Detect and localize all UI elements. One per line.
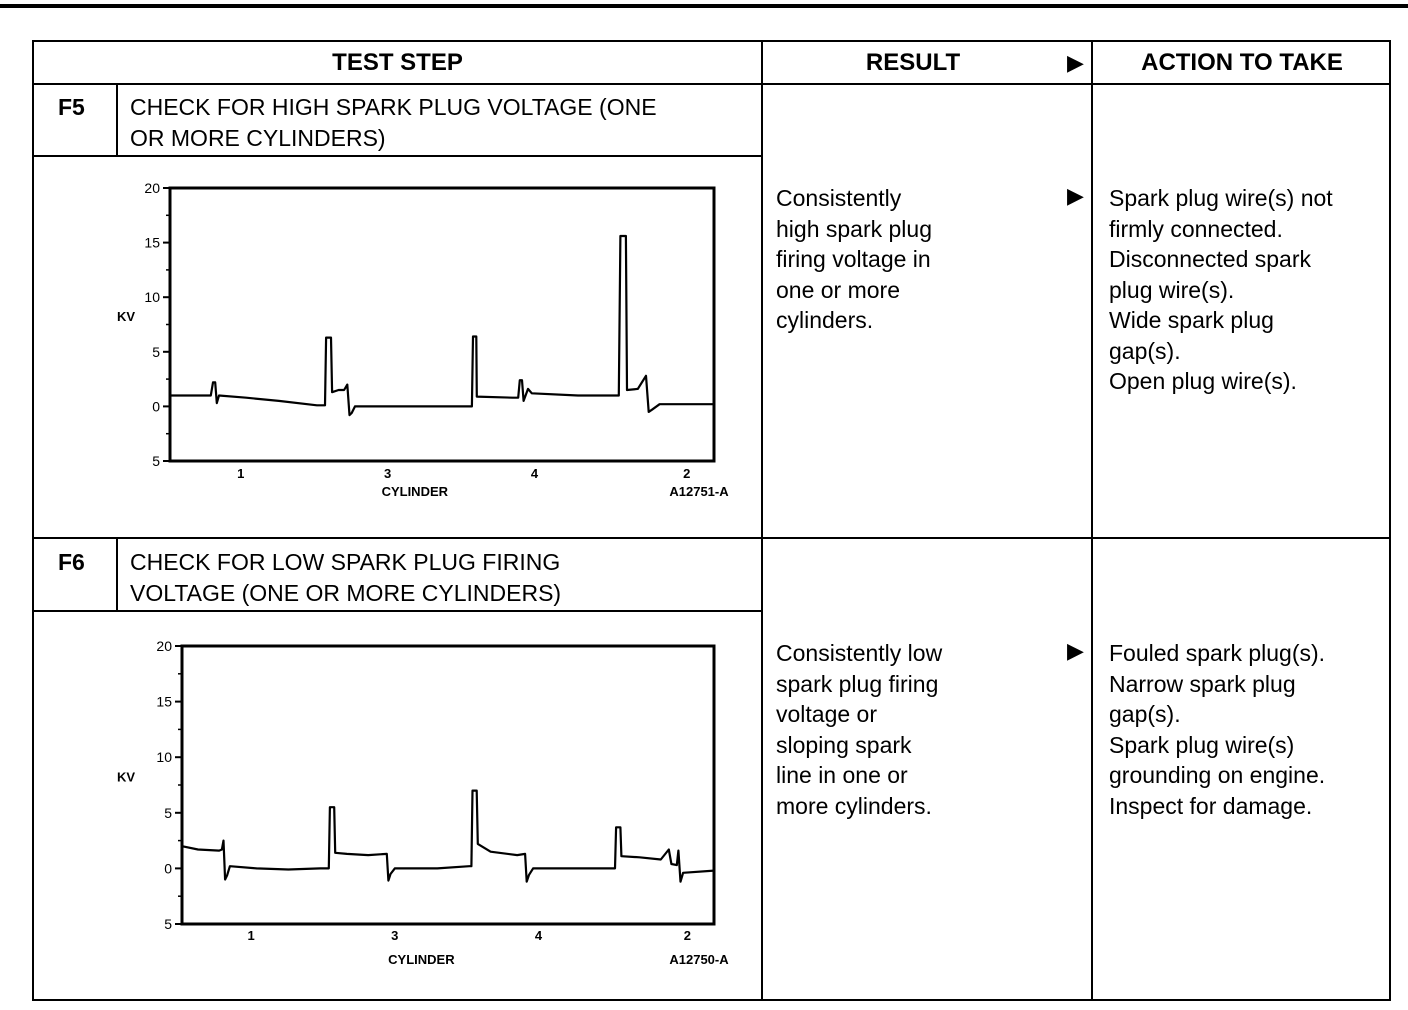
result-line: Consistently low xyxy=(776,640,943,666)
result-line: more cylinders. xyxy=(776,792,932,819)
action-line: plug wire(s). xyxy=(1109,276,1235,303)
action-line: Wide spark plug xyxy=(1109,307,1274,333)
action-line: gap(s). xyxy=(1109,337,1181,364)
step-title-line: CHECK FOR LOW SPARK PLUG FIRING xyxy=(130,549,561,575)
action-line: grounding on engine. xyxy=(1109,762,1326,788)
header-test-step: TEST STEP xyxy=(332,49,463,76)
step-id: F5 xyxy=(58,94,85,120)
result-line: Consistently xyxy=(776,185,902,211)
voltage-trace-line xyxy=(170,236,714,415)
row-divider xyxy=(34,537,1391,539)
id-divider xyxy=(116,539,118,611)
y-tick-label: 20 xyxy=(144,180,160,196)
result-line: spark plug firing xyxy=(776,670,939,697)
column-divider xyxy=(761,42,763,999)
y-tick-label: 10 xyxy=(144,289,160,306)
y-tick-label: 5 xyxy=(164,916,172,932)
chart-f6-svg xyxy=(74,634,734,989)
column-divider xyxy=(1091,42,1093,999)
y-axis-label: KV xyxy=(116,769,136,785)
top-rule xyxy=(0,4,1408,8)
action-line: firmly connected. xyxy=(1109,215,1283,242)
y-tick-label: 5 xyxy=(152,453,160,469)
y-tick-label: 5 xyxy=(152,343,160,360)
y-tick-label: 15 xyxy=(144,234,160,251)
step-title xyxy=(130,547,561,609)
result-line: firing voltage in xyxy=(776,246,931,272)
step-title-line: VOLTAGE (ONE OR MORE CYLINDERS) xyxy=(130,580,562,606)
chart-f5 xyxy=(74,178,734,528)
id-divider xyxy=(116,84,118,156)
action-f6 xyxy=(1109,638,1325,821)
y-axis-label: KV xyxy=(116,309,136,325)
y-tick-label: 0 xyxy=(164,860,172,877)
step-title-divider xyxy=(34,610,762,612)
action-line: Fouled spark plug(s). xyxy=(1109,640,1326,666)
action-line: gap(s). xyxy=(1109,701,1181,727)
step-title xyxy=(130,92,657,154)
figure-id: A12750-A xyxy=(669,952,729,967)
chart-frame xyxy=(182,646,714,924)
x-tick-label: 3 xyxy=(391,928,399,943)
result-line: cylinders. xyxy=(776,307,874,333)
step-title-divider xyxy=(34,155,762,157)
x-tick-label: 4 xyxy=(534,928,543,943)
y-tick-label: 20 xyxy=(156,638,172,654)
x-tick-label: 4 xyxy=(530,466,539,481)
action-line: Inspect for damage. xyxy=(1109,792,1313,819)
header-arrow-icon: ▶ xyxy=(1067,50,1084,75)
result-arrow-icon: ▶ xyxy=(1067,183,1084,208)
x-axis-label: CYLINDER xyxy=(381,484,449,499)
step-id: F6 xyxy=(58,549,85,575)
action-line: Disconnected spark xyxy=(1109,246,1311,272)
x-tick-label: 2 xyxy=(683,466,691,481)
result-f5 xyxy=(776,183,932,336)
action-line: Open plug wire(s). xyxy=(1109,368,1297,394)
x-tick-label: 1 xyxy=(247,928,255,943)
result-line: one or more xyxy=(776,276,901,303)
action-line: Spark plug wire(s) not xyxy=(1109,185,1333,211)
x-tick-label: 3 xyxy=(383,466,392,481)
action-line: Spark plug wire(s) xyxy=(1109,731,1295,758)
chart-f6 xyxy=(74,634,734,989)
result-f6 xyxy=(776,638,942,821)
y-tick-label: 10 xyxy=(156,749,172,766)
result-arrow-icon: ▶ xyxy=(1067,638,1084,663)
result-line: voltage or xyxy=(776,701,878,727)
y-tick-label: 5 xyxy=(164,804,172,821)
header-action: ACTION TO TAKE xyxy=(1141,49,1343,76)
result-line: high spark plug xyxy=(776,215,932,242)
test-step-table xyxy=(32,40,1391,1001)
chart-frame xyxy=(170,188,714,461)
header-result: RESULT xyxy=(865,49,961,76)
step-title-line: OR MORE CYLINDERS) xyxy=(130,125,386,151)
x-tick-label: 2 xyxy=(683,928,692,943)
result-line: sloping spark xyxy=(776,731,912,758)
action-f5 xyxy=(1109,183,1333,397)
x-axis-label: CYLINDER xyxy=(388,952,455,967)
result-line: line in one or xyxy=(776,762,908,788)
x-tick-label: 1 xyxy=(237,466,245,481)
voltage-trace-line xyxy=(182,791,714,882)
action-line: Narrow spark plug xyxy=(1109,670,1296,697)
y-tick-label: 15 xyxy=(156,693,172,710)
step-title-line: CHECK FOR HIGH SPARK PLUG VOLTAGE (ONE xyxy=(130,94,657,120)
chart-f5-svg xyxy=(74,178,734,528)
y-tick-label: 0 xyxy=(152,398,160,415)
figure-id: A12751-A xyxy=(669,484,729,499)
